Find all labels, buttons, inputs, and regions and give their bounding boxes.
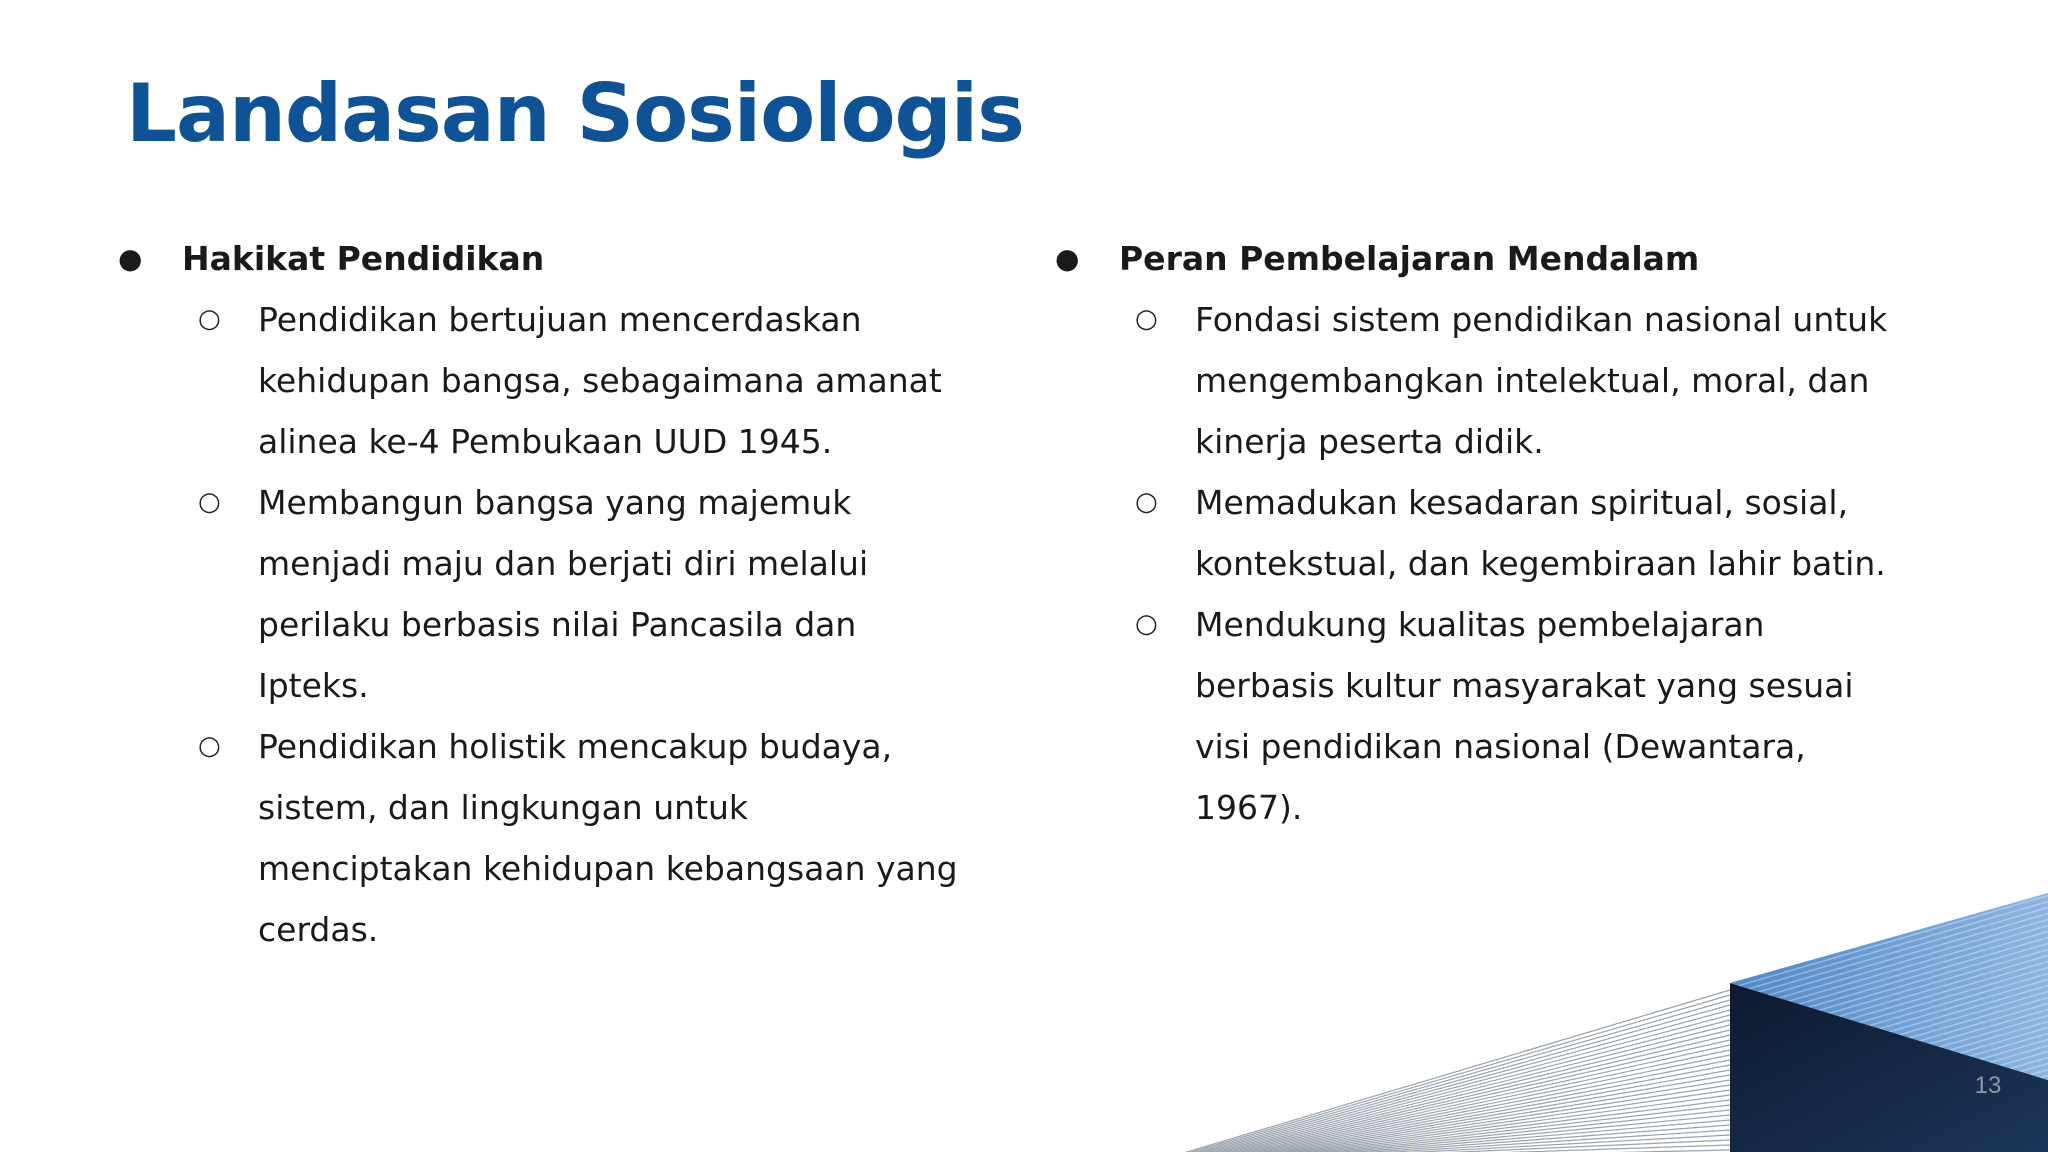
bullet-text: Pendidikan holistik mencakup budaya, sistem, dan lingkungan untuk menciptakan kehidupan kebangsaan yang cerdas. [258,727,958,949]
diagonal-stripe-lines [1160,990,1730,1152]
page-number: 13 [1974,1072,2002,1099]
hollow-bullet-icon: ○ [198,304,221,334]
hollow-bullet-icon: ○ [1135,304,1158,334]
slide-title: Landasan Sosiologis [126,67,1024,160]
filled-bullet-icon: ● [1055,242,1080,275]
right-heading: Peran Pembelajaran Mendalam [1119,239,1700,278]
left-heading: Hakikat Pendidikan [182,239,545,278]
hollow-bullet-icon: ○ [198,487,221,517]
bullet-text: Memadukan kesadaran spiritual, sosial, kontekstual, dan kegembiraan lahir batin. [1195,483,1886,583]
bullet-text: Membangun bangsa yang majemuk menjadi maju dan berjati diri melalui perilaku berbasis nilai Pancasila dan Ipteks. [258,483,869,705]
hollow-bullet-icon: ○ [1135,487,1158,517]
hollow-bullet-icon: ○ [198,731,221,761]
hollow-bullet-icon: ○ [1135,609,1158,639]
bullet-text: Pendidikan bertujuan mencerdaskan kehidupan bangsa, sebagaimana amanat alinea ke-4 Pembukaan UUD 1945. [258,300,942,461]
stripe-line [1216,1060,1730,1152]
filled-bullet-icon: ● [118,242,143,275]
bullet-text: Mendukung kualitas pembelajaran berbasis kultur masyarakat yang sesuai visi pendidikan nasional (Dewantara, 1967). [1195,605,1854,827]
bullet-text: Fondasi sistem pendidikan nasional untuk mengembangkan intelektual, moral, dan kinerja peserta didik. [1195,300,1888,461]
